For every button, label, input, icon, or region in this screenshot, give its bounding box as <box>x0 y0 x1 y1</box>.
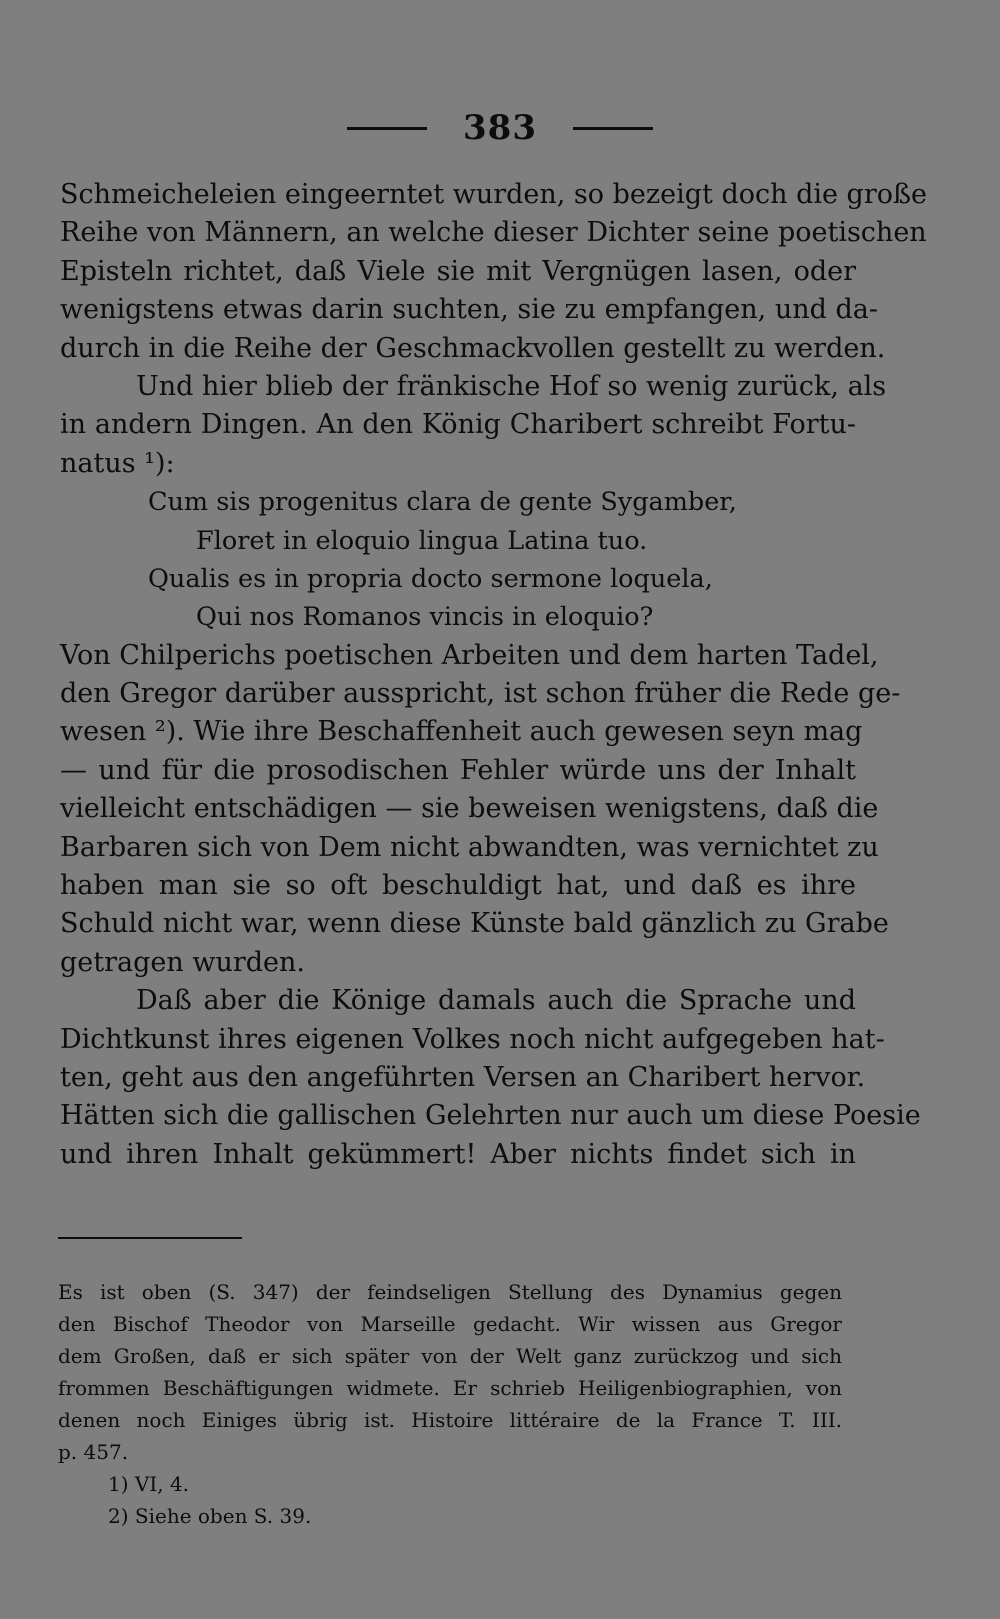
footnote-line: p. 457. <box>58 1440 129 1464</box>
text-line: Reihe von Männern, an welche dieser Dichter seine poetischen <box>60 217 927 249</box>
header-rule-left <box>347 127 427 130</box>
footnote-line: Es ist oben (S. 347) der feindseligen Stellung des Dynamius gegen <box>58 1280 842 1304</box>
text-line: vielleicht entschädigen — sie beweisen wenigstens, daß die <box>60 793 879 825</box>
text-line: haben man sie so oft beschuldigt hat, und daß es ihre <box>60 870 856 902</box>
text-line: wesen ²). Wie ihre Beschaffenheit auch gewesen seyn mag <box>60 716 863 748</box>
text-line: Barbaren sich von Dem nicht abwandten, was vernichtet zu <box>60 831 879 863</box>
text-line: den Gregor darüber ausspricht, ist schon früher die Rede ge- <box>60 678 901 710</box>
text-line: Dichtkunst ihres eigenen Volkes noch nicht aufgegeben hat- <box>60 1023 885 1055</box>
footnote-ref-2: 2) Siehe oben S. 39. <box>108 1504 312 1528</box>
page-header <box>0 108 1000 148</box>
verse-line: Qualis es in propria docto sermone loquela, <box>148 563 713 594</box>
text-line: Schuld nicht war, wenn diese Künste bald gänzlich zu Grabe <box>60 908 889 940</box>
page-number: 383 <box>463 108 537 148</box>
verse-line: Qui nos Romanos vincis in eloquio? <box>196 602 654 633</box>
text-line: Daß aber die Könige damals auch die Sprache und <box>136 985 856 1017</box>
text-line: natus ¹): <box>60 447 175 479</box>
text-line: in andern Dingen. An den König Charibert schreibt Fortu- <box>60 409 856 441</box>
text-line: Hätten sich die gallischen Gelehrten nur auch um diese Poesie <box>60 1100 921 1132</box>
text-line: Und hier blieb der fränkische Hof so wenig zurück, als <box>136 370 887 402</box>
text-line: und ihren Inhalt gekümmert! Aber nichts findet sich in <box>60 1138 856 1170</box>
footnote-line: denen noch Einiges übrig ist. Histoire littéraire de la France T. III. <box>58 1408 842 1432</box>
text-line: Episteln richtet, daß Viele sie mit Vergnügen lasen, oder <box>60 255 856 287</box>
text-line: Schmeicheleien eingeerntet wurden, so bezeigt doch die große <box>60 179 928 210</box>
main-text <box>60 176 928 1174</box>
verse-line: Cum sis progenitus clara de gente Sygamber, <box>148 487 737 518</box>
footnote-line: dem Großen, daß er sich später von der Welt ganz zurückzog und sich <box>58 1344 842 1368</box>
footnote-line: den Bischof Theodor von Marseille gedacht. Wir wissen aus Gregor <box>58 1312 842 1336</box>
text-line: wenigstens etwas darin suchten, sie zu empfangen, und da- <box>60 294 878 326</box>
footnotes <box>58 1276 842 1532</box>
text-line: ten, geht aus den angeführten Versen an Charibert hervor. <box>60 1061 866 1093</box>
footnote-ref-1: 1) VI, 4. <box>108 1472 190 1496</box>
text-line: getragen wurden. <box>60 946 305 978</box>
footnote-separator <box>58 1237 242 1239</box>
text-line: — und für die prosodischen Fehler würde uns der Inhalt <box>60 754 856 786</box>
text-line: Von Chilperichs poetischen Arbeiten und dem harten Tadel, <box>60 639 879 671</box>
footnote-line: frommen Beschäftigungen widmete. Er schrieb Heiligenbiographien, von <box>58 1376 842 1400</box>
header-rule-right <box>573 127 653 130</box>
verse-line: Floret in eloquio lingua Latina tuo. <box>196 525 648 556</box>
text-line: durch in die Reihe der Geschmackvollen gestellt zu werden. <box>60 332 886 364</box>
